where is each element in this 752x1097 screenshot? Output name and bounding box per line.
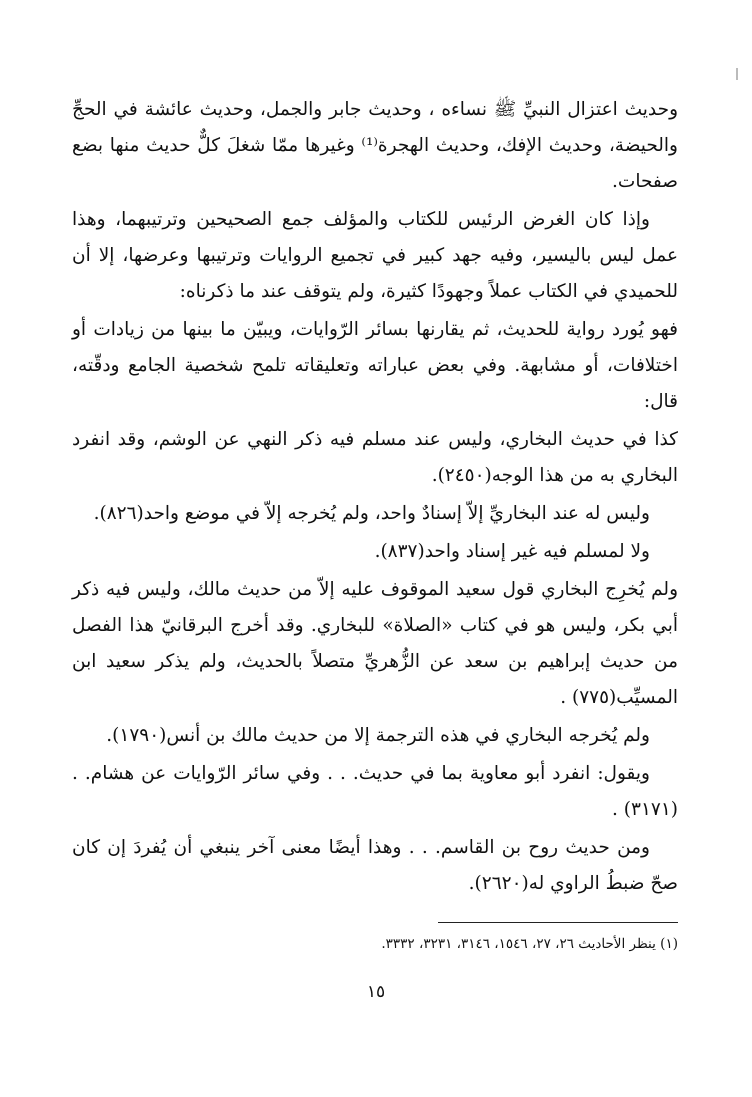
footnote-divider	[438, 922, 678, 923]
paragraph-5: وليس له عند البخاريِّ إلاّ إسنادٌ واحد، ولم يُخرجه إلاّ في موضع واحد(٨٢٦).	[93, 503, 650, 524]
paragraph-8: ولم يُخرجه البخاري في هذه الترجمة إلا من حديث مالك بن أنس(١٧٩٠).	[106, 725, 650, 746]
body-text	[72, 92, 678, 904]
paragraph-2: وإذا كان الغرض الرئيس للكتاب والمؤلف جمع الصحيحين وترتيبهما، وهذا عمل ليس باليسير، وفيه جهد كبير في تجميع الروايات وترتيبها وعرضها، إلا أن للحميدي في الكتاب عملاً وجهودًا كثيرة، ولم يتوقف عند ما ذكرناه:	[72, 209, 678, 302]
paragraph-6: ولا لمسلم فيه غير إسناد واحد(٨٣٧).	[374, 541, 650, 562]
paragraph-7: ولم يُخرِج البخاري قول سعيد الموقوف عليه إلاّ من حديث مالك، وليس فيه ذكر أبي بكر، وليس هو في كتاب «الصلاة» للبخاري. وقد أخرج البرقانيّ هذا الفصل من حديث إبراهيم بن سعد عن الزُّهريِّ متصلاً بالحديث، ولم يذكر سعيد ابن المسيِّب(٧٧٥) .	[72, 579, 678, 708]
page-number: ١٥	[366, 982, 386, 1002]
paragraph-10: ومن حديث روح بن القاسم. . . وهذا أيضًا معنى آخر ينبغي أن يُفردَ إن كان صحّ ضبطُ الراوي له(٢٦٢٠).	[72, 837, 678, 894]
scan-margin-mark	[736, 68, 738, 80]
paragraph-3: فهو يُورد رواية للحديث، ثم يقارنها بسائر الرّوايات، ويبيّن ما بينها من زيادات أو اختلافات، أو مشابهة. وفي بعض عباراته وتعليقاته تلمح شخصية الجامع ودقّته، قال:	[72, 319, 678, 412]
footnote: (١) ينظر الأحاديث ٢٦، ٢٧، ١٥٤٦، ٣١٤٦، ٣٢٣١، ٣٣٣٢.	[381, 936, 678, 952]
paragraph-9: ويقول: انفرد أبو معاوية بما في حديث. . . وفي سائر الرّوايات عن هشام. . (٣١٧١) .	[72, 763, 678, 820]
paragraph-1: وحديث اعتزال النبيِّ ﷺ نساءه ، وحديث جابر والجمل، وحديث عائشة في الحجِّ والحيضة، وحديث الإفك، وحديث الهجرة⁽¹⁾ وغيرها ممّا شغلَ كلٌّ حديث منها بضع صفحات.	[72, 99, 678, 192]
paragraph-4: كذا في حديث البخاري، وليس عند مسلم فيه ذكر النهي عن الوشم، وقد انفرد البخاري به من هذا الوجه(٢٤٥٠).	[72, 429, 678, 486]
